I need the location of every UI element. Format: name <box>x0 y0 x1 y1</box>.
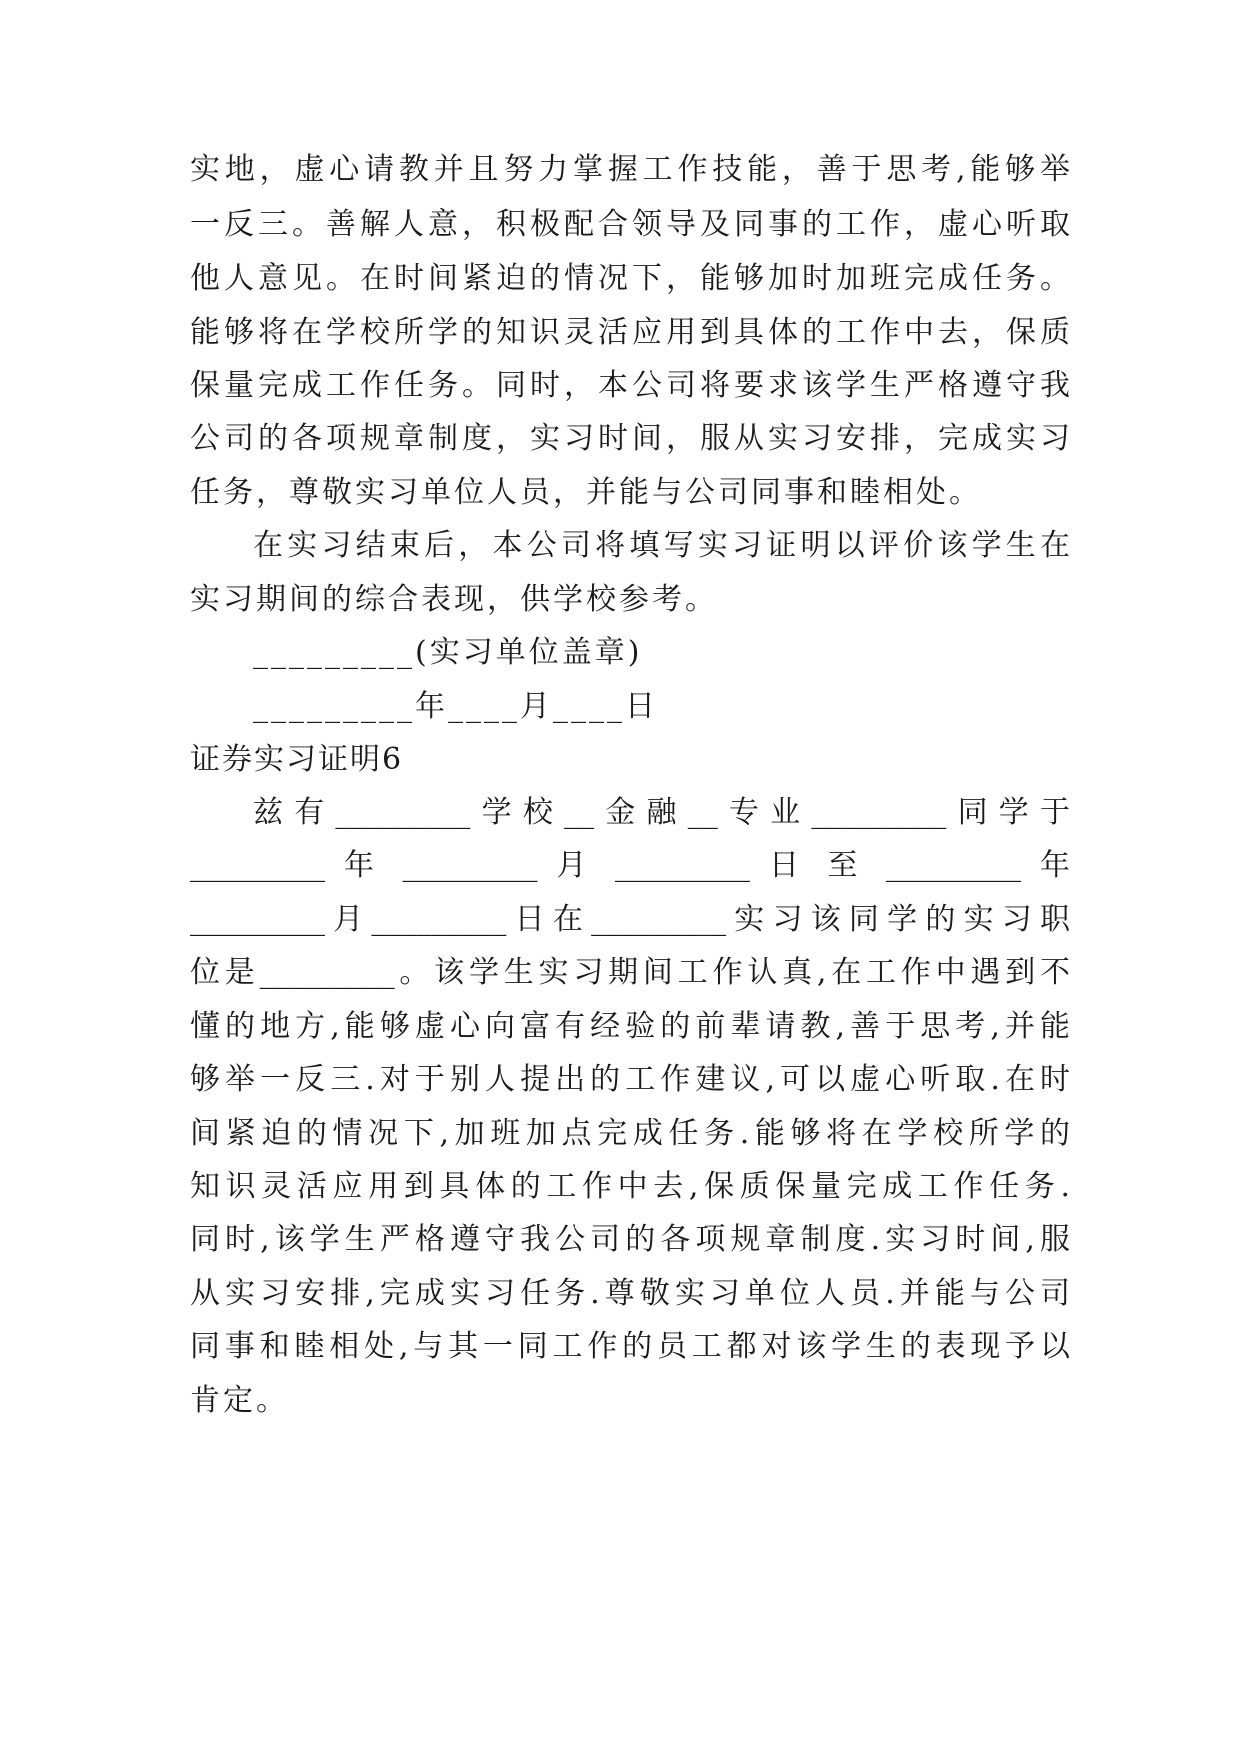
body-line-3: 他人意见。在时间紧迫的情况下，能够加时加班完成任务。 <box>190 261 1070 296</box>
body-line-7: 任务，尊敬实习单位人员，并能与公司同事和睦相处。 <box>190 475 982 510</box>
body-line-5: 保量完成工作任务。同时，本公司将要求该学生严格遵守我 <box>190 368 1070 403</box>
closing-paragraph-line-2: 实习期间的综合表现，供学校参考。 <box>190 582 718 617</box>
section-heading: 证券实习证明6 <box>190 742 404 777</box>
body-line-6: 公司的各项规章制度，实习时间，服从实习安排，完成实习 <box>190 421 1070 456</box>
certificate-line-6: 够举一反三.对于别人提出的工作建议,可以虚心听取.在时 <box>190 1062 1070 1097</box>
seal-line: _________(实习单位盖章) <box>253 635 643 670</box>
certificate-line-3: _________月_________日在_________实习该同学的实习职 <box>190 902 1070 937</box>
date-line: _________年____月____日 <box>253 689 658 724</box>
certificate-line-7: 间紧迫的情况下,加班加点完成任务.能够将在学校所学的 <box>190 1116 1070 1151</box>
certificate-line-5: 懂的地方,能够虚心向富有经验的前辈请教,善于思考,并能 <box>190 1009 1070 1044</box>
certificate-line-12: 肯定。 <box>190 1383 289 1418</box>
certificate-line-11: 同事和睦相处,与其一同工作的员工都对该学生的表现予以 <box>190 1329 1070 1364</box>
certificate-line-2: _________ 年 _________ 月 _________ 日 至 _________ 年 <box>190 848 1070 883</box>
body-line-2: 一反三。善解人意，积极配合领导及同事的工作，虚心听取 <box>190 207 1070 242</box>
certificate-line-8: 知识灵活应用到具体的工作中去,保质保量完成工作任务. <box>190 1169 1070 1204</box>
certificate-line-9: 同时,该学生严格遵守我公司的各项规章制度.实习时间,服 <box>190 1222 1070 1257</box>
closing-paragraph-line-1: 在实习结束后，本公司将填写实习证明以评价该学生在 <box>253 528 1070 563</box>
certificate-line-10: 从实习安排,完成实习任务.尊敬实习单位人员.并能与公司 <box>190 1276 1070 1311</box>
body-line-4: 能够将在学校所学的知识灵活应用到具体的工作中去，保质 <box>190 315 1070 350</box>
body-line-1: 实地，虚心请教并且努力掌握工作技能，善于思考,能够举 <box>190 152 1070 187</box>
certificate-line-1: 兹有_________学校__金融__专业_________同学于 <box>253 795 1070 830</box>
certificate-line-4: 位是_________。该学生实习期间工作认真,在工作中遇到不 <box>190 955 1070 990</box>
